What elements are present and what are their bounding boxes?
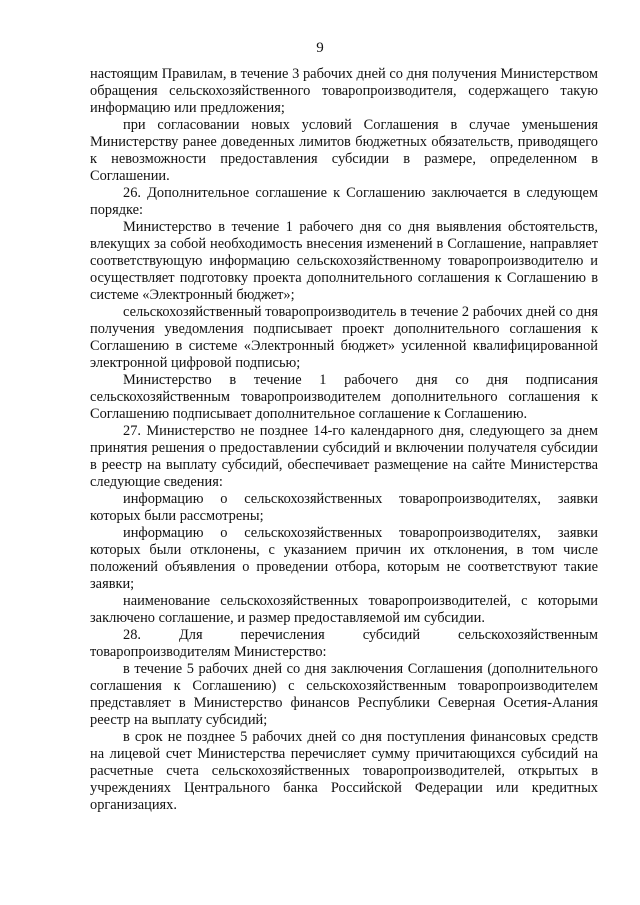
paragraph-concluded-agreements: наименование сельскохозяйственных товаропроизводителей, с которыми заключено соглашение, и размер предоставляемой им субсидии. <box>90 593 598 626</box>
paragraph-rejected-applications: информацию о сельскохозяйственных товаропроизводителях, заявки которых были отклонены, с указанием причин их отклонения, в том числе положений объявления о проведении отбора, которым не соответствуют такие заявки; <box>90 525 598 592</box>
page-number: 9 <box>316 40 324 56</box>
paragraph-item-28: 28. Для перечисления субсидий сельскохозяйственным товаропроизводителям Министерство: <box>90 627 598 660</box>
paragraph-item-27: 27. Министерство не позднее 14-го календарного дня, следующего за днем принятия решения о предоставлении субсидий и включении получателя субсидии в реестр на выплату субсидий, обеспечивает размещение на сайте Министерства следующие сведения: <box>90 423 598 490</box>
paragraph-item-26: 26. Дополнительное соглашение к Соглашению заключается в следующем порядке: <box>90 185 598 218</box>
paragraph-funds-transfer: в срок не позднее 5 рабочих дней со дня поступления финансовых средств на лицевой счет Министерства перечисляет сумму причитающихся субсидий на расчетные счета сельскохозяйственных товаропроизводителей, открытых в учреждениях Центрального банка Российской Федерации или кредитных организациях. <box>90 729 598 813</box>
document-body <box>90 66 598 814</box>
paragraph-ministry-signs: Министерство в течение 1 рабочего дня со дня подписания сельскохозяйственным товаропроизводителем дополнительного соглашения к Соглашению подписывает дополнительное соглашение к Соглашению. <box>90 372 598 422</box>
paragraph-registry-submission: в течение 5 рабочих дней со дня заключения Соглашения (дополнительного соглашения к Соглашению) с сельскохозяйственным товаропроизводителем представляет в Министерство финансов Республики Северная Осетия-Алания реестр на выплату субсидий; <box>90 661 598 728</box>
paragraph-reviewed-applications: информацию о сельскохозяйственных товаропроизводителях, заявки которых были рассмотрены; <box>90 491 598 524</box>
paragraph-budget-limits: при согласовании новых условий Соглашения в случае уменьшения Министерству ранее доведенных лимитов бюджетных обязательств, приводящего к невозможности предоставления субсидии в размере, определенном в Соглашении. <box>90 117 598 184</box>
paragraph-ministry-notification: Министерство в течение 1 рабочего дня со дня выявления обстоятельств, влекущих за собой необходимость внесения изменений в Соглашение, направляет соответствующую информацию сельскохозяйственному товаропроизводителю и осуществляет подготовку проекта дополнительного соглашения к Соглашению в системе «Электронный бюджет»; <box>90 219 598 303</box>
paragraph-continuation: настоящим Правилам, в течение 3 рабочих дней со дня получения Министерством обращения сельскохозяйственного товаропроизводителя, содержащего такую информацию или предложения; <box>90 66 598 116</box>
paragraph-producer-signs: сельскохозяйственный товаропроизводитель в течение 2 рабочих дней со дня получения уведомления подписывает проект дополнительного соглашения к Соглашению в системе «Электронный бюджет» усиленной квалифицированной электронной цифровой подписью; <box>90 304 598 371</box>
